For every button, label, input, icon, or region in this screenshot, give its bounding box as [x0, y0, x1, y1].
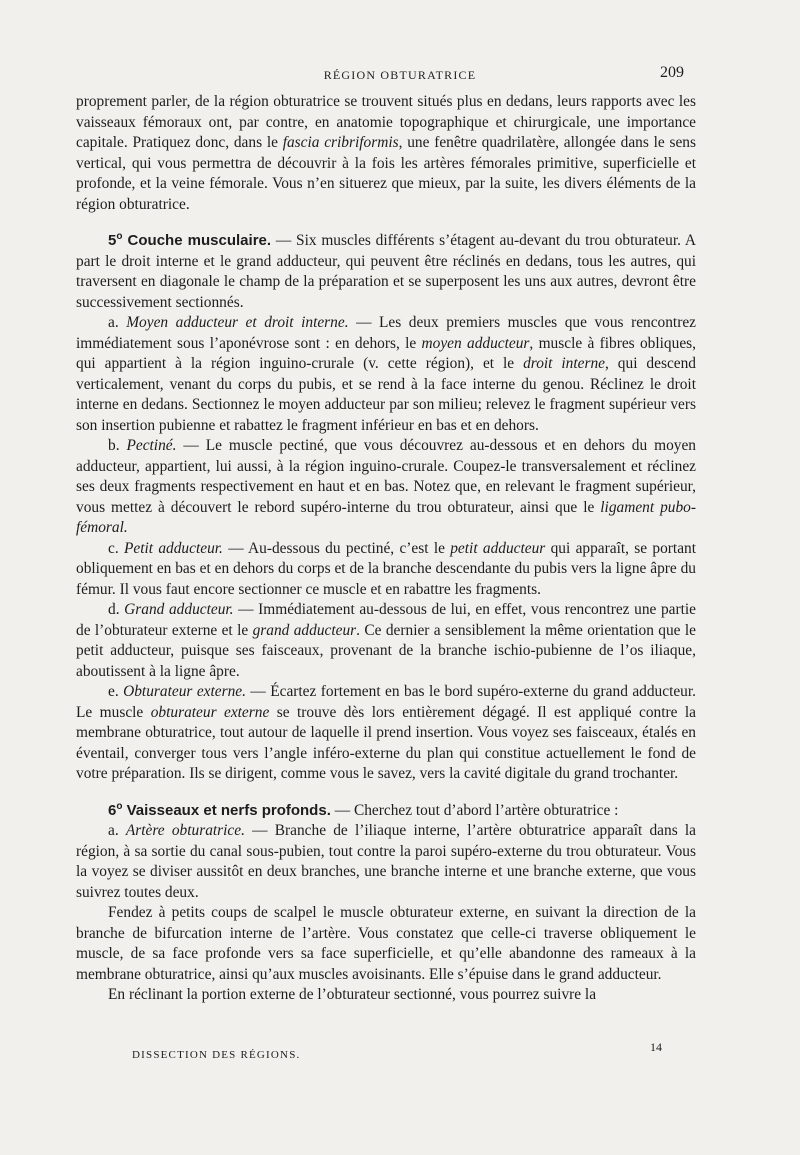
text-run: , une fenêtre quadrilatère, allongée dans le sens vertical, qui vous permettra de découvrir à la fois les artères fémorales primitive, superficielle et profonde, et la veine fémorale. Vous n’en situerez que mieux, par la suite, les divers éléments de la région obturatrice. [76, 134, 696, 213]
italic-term: Obturateur externe. [123, 683, 246, 701]
text-run: e. [108, 683, 124, 701]
paragraph-artere-obturatrice [76, 821, 696, 903]
text-run: d. [108, 601, 125, 619]
paragraph-en-reclinant [76, 985, 696, 1006]
section-heading: Vaisseaux et nerfs profonds. [122, 801, 331, 819]
italic-term: Moyen adducteur et droit interne. [126, 314, 349, 332]
italic-term: petit adducteur [450, 539, 546, 557]
italic-term: grand adducteur [252, 621, 357, 639]
italic-term: Artère obturatrice. [125, 822, 245, 840]
text-run: a. [108, 822, 126, 840]
paragraph-fendez [76, 903, 696, 985]
section-heading: 6 [108, 801, 117, 819]
signature-mark: 14 [650, 1040, 662, 1054]
paragraph-pectine [76, 436, 696, 539]
paragraph-obturateur-externe [76, 682, 696, 785]
italic-term: ligament pubo-fémoral. [76, 498, 696, 537]
italic-term: Grand adducteur. [124, 601, 234, 619]
text-run: — Cherchez tout d’abord l’artère obturatrice : [330, 801, 619, 819]
ordinal-mark: o [116, 800, 123, 812]
paragraph-grand-adducteur [76, 600, 696, 682]
body-text [76, 92, 696, 1006]
italic-term: Pectiné. [126, 437, 177, 455]
text-run: — Immédiatement au-dessous de lui, en effet, vous rencontrez une partie de l’obturateur externe et le [76, 601, 697, 639]
text-run: proprement parler, de la région obturatrice se trouvent situés plus en dedans, leurs rapports avec les vaisseaux fémoraux ont, par contre, en anatomie topographique et chirurgicale, une importance capitale. Pratiquez donc, dans le [76, 93, 696, 151]
page-number: 209 [660, 64, 684, 81]
text-run: . Ce dernier a sensiblement la même orientation que le petit adducteur, puisque ses faisceaux, provenant de la branche ischio-pubienne de l’os iliaque, aboutissent à la ligne âpre. [76, 621, 696, 680]
italic-term: obturateur externe [150, 703, 270, 721]
paragraph-moyen-adducteur [76, 313, 696, 436]
book-title: DISSECTION DES RÉGIONS. [132, 1049, 301, 1061]
text-run: — Au-dessous du pectiné, c’est le [222, 539, 451, 557]
italic-term: moyen adducteur [421, 334, 530, 352]
section-heading: 5 [108, 232, 117, 250]
section-vaisseaux-nerfs [76, 797, 696, 822]
text-run: b. [108, 437, 127, 455]
text-run: En réclinant la portion externe de l’obturateur sectionné, vous pourrez suivre la [108, 986, 597, 1004]
paragraph-petit-adducteur [76, 539, 696, 601]
text-run: qui apparaît, se portant obliquement en bas et en dehors du corps et de la branche descendante du pubis vers la ligne âpre du fémur. Il vous faut encore sectionner ce muscle et en rabattre les fragments. [76, 539, 696, 598]
text-run: — Les deux premiers muscles que vous rencontrez immédiatement sous l’aponévrose sont : en dehors, le [76, 314, 697, 352]
text-run: , muscle à fibres obliques, qui appartient à la région inguino-crurale (v. cette région), et le [76, 334, 696, 373]
text-run: — Six muscles différents s’étagent au-devant du trou obturateur. A part le droit interne et le grand adducteur, qui peuvent être réclinés en dedans, tous les autres, qui traversent en diagonale le champ de la préparation et se superposent les uns aux autres, devront être successivement sectionnés. [76, 232, 696, 311]
text-run: c. [108, 539, 124, 557]
text-run: a. [108, 314, 127, 332]
section-couche-musculaire [76, 227, 696, 313]
text-run: se trouve dès lors entièrement dégagé. Il est appliqué contre la membrane obturatrice, tout autour de laquelle il prend insertion. Vous voyez ses faisceaux, étalés en éventail, converger tous vers l’angle inféro-externe du plan qui constitue actuellement le fond de votre préparation. Ils se dirigent, comme vous le savez, vers la cavité digitale du grand trochanter. [76, 703, 697, 783]
italic-term: Petit adducteur. [123, 539, 223, 557]
text-run: — Branche de l’iliaque interne, l’artère obturatrice apparaît dans la région, à sa sortie du canal sous-pubien, tout contre la paroi supéro-externe du trou obturateur. Vous la voyez se diviser aussitôt en deux branches, une branche interne et une branche externe, que vous suivrez toutes deux. [76, 822, 696, 901]
italic-term: fascia cribriformis [282, 134, 399, 151]
text-run: Fendez à petits coups de scalpel le muscle obturateur externe, en suivant la direction de la branche de bifurcation interne de l’artère. Vous constatez que celle-ci traverse obliquement le muscle, de sa face profonde vers sa face superficielle, et qu’elle abandonne des rameaux à la membrane obturatrice, ainsi qu’aux muscles avoisinants. Elle s’épuise dans le grand adducteur. [76, 904, 696, 983]
text-run: — Écartez fortement en bas le bord supéro-externe du grand adducteur. Le muscle [76, 683, 696, 721]
text-run: — Le muscle pectiné, que vous découvrez au-dessous et en dehors du moyen adducteur, appartient, lui aussi, à la région inguino-crurale. Coupez-le transversalement et réclinez ses deux fragments respectivement en haut et en bas. Notez que, en relevant le fragment supérieur, vous mettez à découvert le rebord supéro-interne du trou obturateur, ainsi que le [76, 437, 696, 516]
section-heading: Couche musculaire. [122, 232, 272, 250]
text-run: , qui descend verticalement, venant du corps du pubis, et se rend à la face interne du genou. Réclinez le droit interne en dedans. Sectionnez le moyen adducteur par son milieu; relevez le fragment supérieur vers son insertion pubienne et rabattez le fragment inférieur en bas et en dehors. [76, 355, 696, 434]
paragraph-fascia [76, 92, 696, 215]
ordinal-mark: o [116, 231, 123, 242]
running-title: RÉGION OBTURATRICE [323, 68, 477, 82]
page-header [0, 64, 800, 84]
page-footer [0, 1040, 800, 1064]
italic-term: droit interne [523, 355, 605, 373]
